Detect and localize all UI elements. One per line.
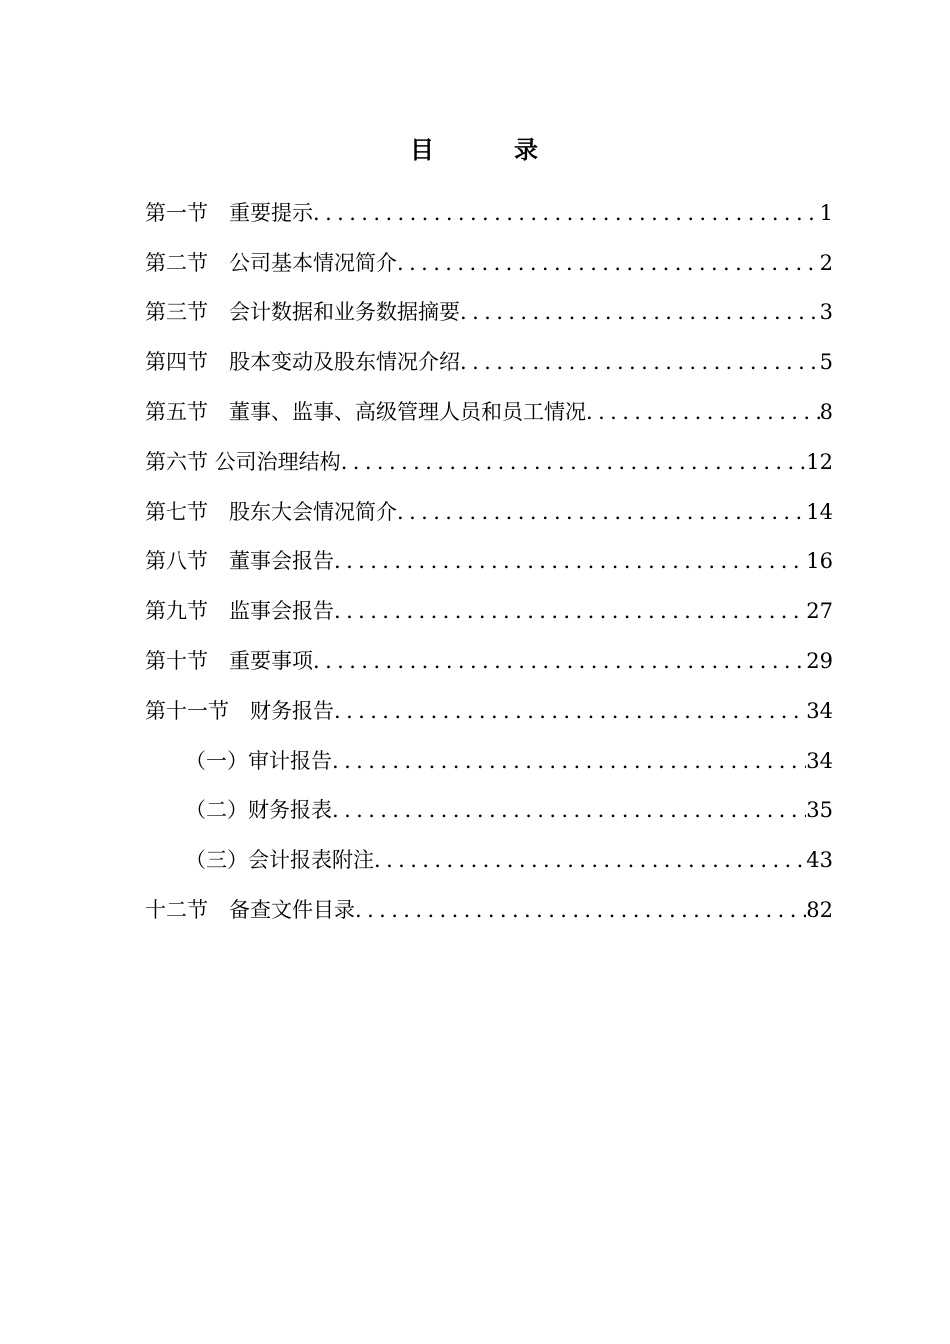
toc-entry-page-number: 8 [819, 399, 833, 424]
toc-entry-page-number: 34 [806, 698, 833, 723]
toc-dot-leader [332, 742, 806, 780]
toc-entry-page-number: 1 [819, 200, 833, 225]
toc-entry-page-number: 5 [819, 350, 833, 375]
toc-dot-leader [355, 891, 806, 929]
toc-entry[interactable] [145, 481, 833, 531]
toc-entry[interactable] [145, 182, 833, 232]
toc-entry-page-number: 27 [806, 599, 833, 624]
toc-entry-page-number: 3 [819, 300, 833, 325]
toc-entry-label: 第十节 重要事项 [145, 648, 313, 673]
toc-entry-label: 第九节 监事会报告 [145, 599, 334, 624]
table-of-contents [145, 182, 833, 929]
toc-entry-label: 第三节 会计数据和业务数据摘要 [145, 300, 460, 325]
toc-entry-page-number: 16 [806, 549, 833, 574]
toc-entry[interactable] [145, 431, 833, 481]
toc-dot-leader [460, 293, 820, 331]
toc-entry-label: 第十一节 财务报告 [145, 698, 334, 723]
toc-entry[interactable] [145, 282, 833, 332]
toc-dot-leader [586, 393, 820, 431]
toc-title: 目 录 [410, 135, 540, 164]
toc-dot-leader [397, 244, 820, 282]
toc-entry[interactable] [145, 232, 833, 282]
toc-dot-leader [397, 493, 806, 531]
toc-dot-leader [313, 194, 820, 232]
toc-dot-leader [341, 443, 807, 481]
toc-entry-label: （二）财务报表 [185, 798, 332, 823]
toc-dot-leader [460, 343, 820, 381]
toc-entry-label: 第五节 董事、监事、高级管理人员和员工情况 [145, 399, 586, 424]
toc-entry-label: 第八节 董事会报告 [145, 549, 334, 574]
toc-entry[interactable] [145, 630, 833, 680]
toc-entry-page-number: 43 [806, 848, 833, 873]
toc-entry-label: 第六节 公司治理结构 [145, 449, 341, 474]
toc-entry[interactable] [145, 879, 833, 929]
toc-entry-label: 第二节 公司基本情况简介 [145, 250, 397, 275]
toc-entry-page-number: 35 [806, 798, 833, 823]
toc-entry-label: （三）会计报表附注 [185, 848, 374, 873]
toc-entry-page-number: 29 [806, 648, 833, 673]
toc-entry-page-number: 34 [806, 748, 833, 773]
toc-entry-page-number: 14 [806, 499, 833, 524]
toc-entry[interactable] [145, 580, 833, 630]
toc-entry[interactable] [145, 331, 833, 381]
toc-dot-leader [313, 642, 806, 680]
toc-entry-page-number: 2 [819, 250, 833, 275]
toc-entry-label: 十二节 备查文件目录 [145, 897, 355, 922]
toc-entry[interactable] [145, 730, 833, 780]
toc-dot-leader [334, 592, 806, 630]
toc-entry-page-number: 12 [806, 449, 833, 474]
toc-entry-label: 第四节 股本变动及股东情况介绍 [145, 350, 460, 375]
toc-entry[interactable] [145, 780, 833, 830]
toc-entry-page-number: 82 [806, 897, 833, 922]
toc-dot-leader [374, 841, 806, 879]
toc-dot-leader [334, 542, 806, 580]
toc-entry-label: 第七节 股东大会情况简介 [145, 499, 397, 524]
toc-entry[interactable] [145, 531, 833, 581]
toc-entry[interactable] [145, 381, 833, 431]
toc-dot-leader [334, 692, 806, 730]
toc-entry[interactable] [145, 680, 833, 730]
toc-entry-label: 第一节 重要提示 [145, 200, 313, 225]
toc-dot-leader [332, 791, 806, 829]
toc-entry-label: （一）审计报告 [185, 748, 332, 773]
toc-entry[interactable] [145, 829, 833, 879]
